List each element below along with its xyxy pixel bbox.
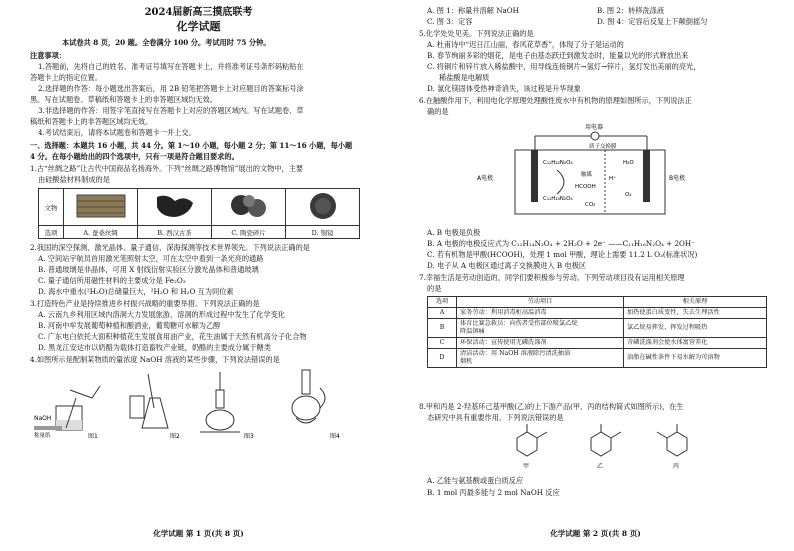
mirror-image xyxy=(293,191,353,221)
page-footer: 化学试题 第 2 页(共 8 页) xyxy=(550,529,641,538)
solution-prep-figure xyxy=(30,368,360,440)
question-6-cont: 确的是 xyxy=(427,107,449,116)
question-5: 5.化学处处见美。下列说法正确的是 xyxy=(419,29,534,38)
artifact-image-tea xyxy=(138,189,212,226)
structure-yi xyxy=(591,424,621,470)
question-3: 3.打造特色产业是持续推进乡村振兴战略的重要举措。下列说法正确的是 xyxy=(30,299,260,308)
load-label: 用电器 xyxy=(585,124,604,131)
question-3-option: B. 河南中牟发展葡萄种植和酿酒业，葡萄糖可水解为乙醇 xyxy=(38,321,221,330)
artifact-image-ceramic xyxy=(212,189,286,226)
question-1-cont: 由硅酸盐材料制成的是 xyxy=(38,175,110,184)
table-cell: 氯乙烷易挥发，挥发过程吸热 xyxy=(624,319,767,338)
figure-2-label: 图2 xyxy=(170,433,180,440)
question-1: 1.古“丝绸之路”让古代中国商品名扬海外。下列“丝绸之路博物馆”展出的文物中，主要 xyxy=(30,164,304,173)
q4-option-b: B. 图 2：转移洗涤液 xyxy=(597,6,665,15)
table-cell: A xyxy=(428,308,457,319)
question-6: 6.在触酸作用下，利用电化学原理处理酸性废水中有机物的原理如图所示，下列说法正 xyxy=(419,96,692,105)
artifact-image-silk xyxy=(64,189,138,226)
hcooh-label: HCOOH xyxy=(575,184,596,190)
page-footer: 化学试题 第 1 页(共 8 页) xyxy=(153,529,244,538)
label-bing: 丙 xyxy=(673,463,680,470)
table-header: 相关原理 xyxy=(624,297,767,308)
table-cell: D xyxy=(428,349,457,368)
question-3-option: D. 黑龙江安达市以奶酪为载体打造畜牧产业链，奶酪的主要成分属于糖类 xyxy=(38,343,271,352)
label-yi: 乙 xyxy=(597,463,604,470)
notice-line: 1.答题前，先将自己的姓名、准考证号填写在答题卡上，并将准考证号条形码粘贴在 xyxy=(38,62,304,71)
question-2: 2.我国的深空探测、激光晶体、量子通信、深海探测等技术世界领先。下列说法正确的是 xyxy=(30,243,310,252)
q4-option-a: A. 图 1：称量并溶解 NaOH xyxy=(427,6,519,15)
question-2-option: A. 空间站宇航员首用激光笔照射太空，可在太空中看到一条光亮的通路 xyxy=(38,254,264,263)
option-b: B. 西汉古茶 xyxy=(138,226,212,239)
artifact-image-mirror xyxy=(286,189,360,226)
table-header: 劳动项目 xyxy=(457,297,624,308)
table-row xyxy=(428,319,767,338)
artifact-table xyxy=(38,188,360,239)
notice-line: 2.选择题的作答：每小题选出答案后，用 2B 铅笔把答题卡上对应题目的答案标号涂 xyxy=(38,84,304,93)
electrode-b xyxy=(643,150,650,202)
paper-label: 称量纸 xyxy=(34,433,51,439)
question-2-option: C. 量子通信所用磁性材料的主要成分是 Fe₂O₃ xyxy=(38,276,186,285)
question-7: 7.幸福生活是劳动创造的，同学们要积极参与劳动。下列劳动项目没有运用相关原理 xyxy=(419,273,685,282)
naoh-label: NaOH xyxy=(34,415,52,422)
figure-1 xyxy=(34,386,100,430)
figure-1-label: 图1 xyxy=(88,433,98,440)
question-6-option: C. 若有机物是甲酸(HCOOH)，处理 1 mol 甲酸，理论上需要 11.2 L O₂(标准状况) xyxy=(427,250,698,259)
question-5-option: B. 春节绚丽多彩的烟花，是电子由基态跃迁到激发态时，能量以光的形式释放出来 xyxy=(427,51,689,60)
question-5-option: A. 杜甫诗中“迟日江山丽，春风花草香”，体现了分子是运动的 xyxy=(427,40,624,49)
table-cell: C xyxy=(428,338,457,349)
q4-option-d: D. 图 4：定容后反复上下颠倒摇匀 xyxy=(597,17,708,26)
notice-line: 答题卡上的指定位置。 xyxy=(30,73,102,82)
labor-table xyxy=(427,296,767,368)
silk-image xyxy=(71,191,131,221)
notice-title: 注意事项： xyxy=(30,51,66,60)
figure-3-label: 图3 xyxy=(244,433,254,440)
table-cell: 油脂在碱性条件下易水解为可溶物 xyxy=(624,349,767,368)
table-cell: 加热使蛋白质变性，失去生理活性 xyxy=(624,308,767,319)
question-8-cont: 态研究中具有重要作用。下列说法错误的是 xyxy=(427,413,564,422)
question-6-option: B. A 电极的电极反应式为 C₁₁H₁₄N₂O₄ + 2H₂O + 2e⁻ ——C₁₁H₁₆N₂O₄ + 2OH⁻ xyxy=(427,239,695,248)
question-3-option: A. 云南九乡利用区域内溶洞大力发展旅游，溶洞的形成过程中发生了化学变化 xyxy=(38,310,285,319)
table-row-label: 文物 xyxy=(39,189,64,226)
section-header-cont: 4 分。在每小题给出的四个选项中，只有一项是符合题目要求的。 xyxy=(30,152,239,161)
right-page xyxy=(397,0,794,551)
electrode-a xyxy=(531,150,538,202)
question-2-option: B. 普通玻璃是非晶体，可用 X 射线衍射实验区分激光晶体和普通玻璃 xyxy=(38,265,259,274)
table-cell: 环保活动：宣传使用无磷洗涤剂 xyxy=(457,338,624,349)
co2-label: CO₂ xyxy=(585,202,596,208)
electrode-a-label: A电极 xyxy=(477,175,494,182)
question-5-option: D. 氯化镁固体受热神奇消失，该过程是升华现象 xyxy=(427,84,581,93)
figure-4 xyxy=(292,370,325,423)
water-label: H₂O xyxy=(623,160,634,166)
option-a: A. 蚕桑丝绸 xyxy=(64,226,138,239)
molecule-structures xyxy=(497,424,717,470)
question-2-option: D. 海水中重水(²H₂O)总储量巨大，²H₂O 和 H₂O 互为同位素 xyxy=(38,287,234,296)
table-header: 选项 xyxy=(428,297,457,308)
electrolysis-diagram xyxy=(477,120,707,220)
table-cell: 清洁活动：用 NaOH 溶液除污清洗抽油 烟机 xyxy=(457,349,624,368)
exam-subtitle: 化学试题 xyxy=(176,20,221,33)
catalyst-label: 触媒 xyxy=(581,172,593,178)
structure-jia xyxy=(517,424,547,470)
label-jia: 甲 xyxy=(523,463,530,470)
question-8-option: B. 1 mol 丙最多能与 2 mol NaOH 反应 xyxy=(427,488,560,497)
figure-3 xyxy=(200,372,240,432)
question-8: 8.甲和丙是 2-羟基环己基甲酸(乙)的上下游产品(甲、丙的结构简式如图所示)，在生 xyxy=(419,402,684,411)
question-8-option: A. 乙能与氨基酸或蛋白质反应 xyxy=(427,476,524,485)
figure-4-label: 图4 xyxy=(330,433,340,440)
tea-image xyxy=(145,191,205,221)
table-cell: 体育比赛急救员：向伤者受伤部位喷氯乙烷 降温镇痛 xyxy=(457,319,624,338)
exam-title: 2024届新高三摸底联考 xyxy=(144,7,253,18)
table-row xyxy=(428,349,767,368)
notice-line: 稿纸和答题卡上的非答题区域均无效。 xyxy=(30,117,153,126)
question-6-option: D. 电子从 A 电极区通过离子交换膜进入 B 电极区 xyxy=(427,261,587,270)
question-5-option-cont: 稀盐酸是电解质 xyxy=(439,73,490,82)
membrane-label: 质子交换膜 xyxy=(589,144,617,150)
notice-line: 3.非选择题的作答：用签字笔直接写在答题卡上对应的答题区域内。写在试题卷、草 xyxy=(38,106,304,115)
table-row-label: 选项 xyxy=(39,226,64,239)
question-4: 4.如图所示是配制某物质的量浓度 NaOH 溶液的某些步骤，下列说法错误的是 xyxy=(30,355,280,364)
figure-2 xyxy=(130,374,168,428)
notice-line: 4.考试结束后，请将本试题卷和答题卡一并上交。 xyxy=(38,128,196,137)
oxygen-label: O₂ xyxy=(625,192,632,198)
table-cell: B xyxy=(428,319,457,338)
question-7-cont: 的是 xyxy=(427,284,442,293)
question-3-option: C. 广东电白依托大面积种植花生发展食用油产业，花生油属于天然有机高分子化合物 xyxy=(38,332,307,341)
q4-option-c: C. 图 3：定容 xyxy=(427,17,473,26)
proton-label: H⁺ xyxy=(609,176,617,182)
table-row xyxy=(428,308,767,319)
section-header: 一、选择题：本题共 16 小题，共 44 分。第 1～10 小题，每小题 2 分；第 11～16 小题，每小题 xyxy=(30,141,353,150)
reaction-arrow xyxy=(557,170,564,194)
load-icon xyxy=(591,132,599,140)
question-5-option: C. 将铜片和锌片放入稀盐酸中，用导线连接铜片→氢灯→锌片，氢灯发出美丽的亮光， xyxy=(427,62,701,71)
exam-meta: 本试卷共 8 页，20 题。全卷满分 100 分。考试用时 75 分钟。 xyxy=(62,38,271,47)
table-cell: 家务劳动：利用消毒柜高温消毒 xyxy=(457,308,624,319)
structure-bing xyxy=(657,424,687,470)
option-d: D. 铜镜 xyxy=(286,226,360,239)
table-cell: 含磷洗涤剂会使水体富营养化 xyxy=(624,338,767,349)
ceramic-image xyxy=(219,191,279,221)
electrode-b-label: B电极 xyxy=(669,175,686,182)
compound-label-2: C₁₁H₁₄N₂O₄ xyxy=(543,196,573,202)
table-row xyxy=(428,338,767,349)
compound-label-1: C₁₁H₂₂N₂O₄ xyxy=(543,160,573,166)
notice-line: 黑。写在试题卷、草稿纸和答题卡上的非答题区域均无效。 xyxy=(30,95,217,104)
option-c: C. 陶瓷碎片 xyxy=(212,226,286,239)
question-6-option: A. B 电极是负极 xyxy=(427,228,481,237)
